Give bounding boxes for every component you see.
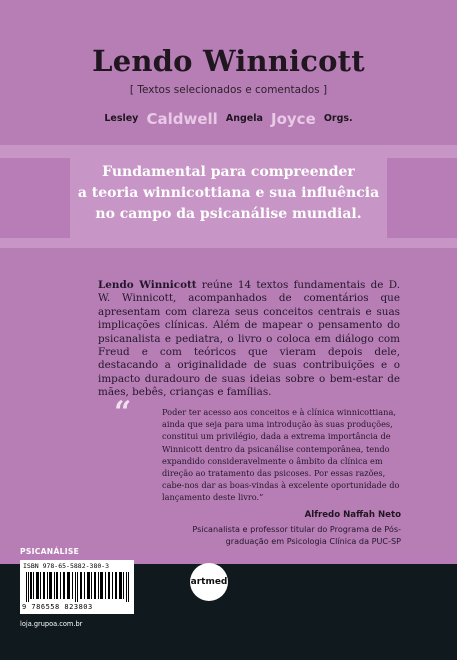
endorsement-quote: Poder ter acesso aos conceitos e à clínica winnicottiana, ainda que seja para uma introdução às suas produções, constitui um privilégio, dada a extrema importância de Winnicott dentro da psicanálise contemporânea, tendo expandido consideravelmente o âmbito da clínica em direção ao tratamento das psicoses. Por essas razões, cabe-nos dar as boas-vindas à excelente oportunidade do lançamento deste livro.”	[162, 407, 400, 503]
tagline	[0, 162, 457, 225]
author2-last-name: Joyce	[271, 109, 316, 128]
author1-first-name: Lesley	[104, 113, 139, 124]
author1-last-name: Caldwell	[146, 109, 218, 128]
barcode-icon	[26, 572, 130, 602]
orgs-label: Orgs.	[323, 113, 353, 124]
description-text: reúne 14 textos fundamentais de D. W. Winnicott, acompanhados de comentários que apresentam com clareza seus conceitos centrais e suas implicações clínicas. Além de mapear o pensamento do psicanalista e pediatra, o livro o coloca em diálogo com Freud e com teóricos que vieram depois dele, destacando a originalidade de suas contribuições e o impacto duradouro de suas ideias sobre o bem-estar de mães, bebês, crianças e famílias.	[98, 279, 401, 399]
publisher-website: loja.grupoa.com.br	[20, 620, 83, 628]
barcode-digits: 9 786558 823803	[22, 603, 93, 611]
category-label: PSICANÁLISE	[20, 547, 80, 556]
tagline-line: no campo da psicanálise mundial.	[95, 206, 362, 222]
isbn-text: ISBN 978-65-5882-380-3	[23, 562, 110, 570]
quote-author: Alfredo Naffah Neto	[304, 510, 401, 520]
tagline-line: a teoria winnicottiana e sua influência	[77, 185, 380, 201]
authors-line	[0, 108, 457, 128]
quote-mark-icon: “	[114, 395, 132, 430]
author2-first-name: Angela	[225, 113, 263, 124]
publisher-logo	[190, 563, 228, 601]
publisher-logo-text: artmed	[190, 577, 228, 587]
book-title: Lendo Winnicott	[92, 44, 365, 78]
book-subtitle: [ Textos selecionados e comentados ]	[129, 84, 328, 96]
tagline-line: Fundamental para compreender	[102, 164, 355, 180]
description-paragraph	[98, 279, 400, 400]
description-title: Lendo Winnicott	[98, 279, 197, 291]
quote-author-role: Psicanalista e professor titular do Programa de Pós-graduação em Psicologia Clínica da PUC-SP	[192, 524, 401, 546]
